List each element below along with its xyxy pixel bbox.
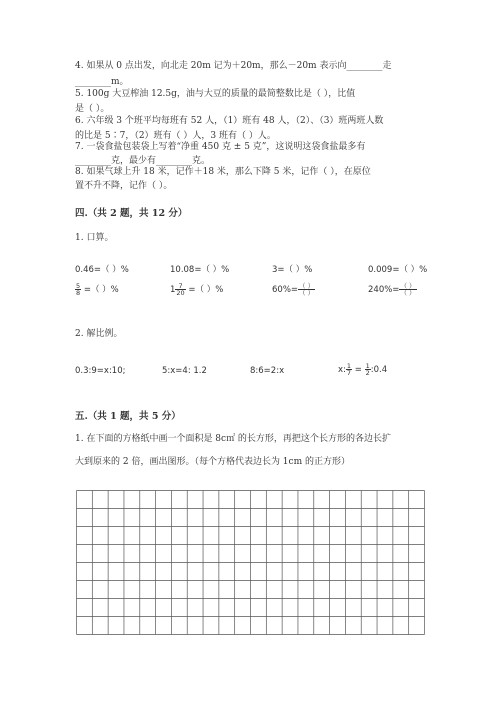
denominator: 20 xyxy=(176,289,185,297)
expr-tail: =（ ）% xyxy=(185,285,224,295)
oral-calc-3: 3=（ ）% xyxy=(272,265,313,275)
expr-head: 60%= xyxy=(272,285,299,295)
expr-head: x: xyxy=(338,365,346,375)
q6-line-1: 6. 六年级 3 个班平均每班有 52 人，（1）班有 48 人，（2）、（3）班两班人数 xyxy=(75,116,384,126)
proportion-2: 5:x=4: 1.2 xyxy=(162,366,207,376)
expr-tail: =（ ）% xyxy=(81,285,119,295)
proportion-4 xyxy=(338,363,387,376)
denominator: 8 xyxy=(76,289,81,297)
q4-line-2: ________m。 xyxy=(75,77,129,87)
denominator: （ ） xyxy=(400,289,416,297)
numerator: （ ） xyxy=(299,282,315,290)
q4-line-1: 4. 如果从 0 点出发，向北走 20m 记为＋20m，那么－20m 表示向________走 xyxy=(75,61,392,71)
whole-number: 1 xyxy=(170,285,176,295)
oral-calc-6 xyxy=(170,283,223,296)
oral-calc-title: 1. 口算。 xyxy=(75,233,114,243)
oral-calc-2: 10.08=（ ）% xyxy=(170,265,230,275)
denominator: 2 xyxy=(365,369,370,377)
oral-calc-8 xyxy=(368,283,417,296)
square-grid-paper[interactable] xyxy=(76,490,425,635)
expr-head: 240%= xyxy=(368,285,400,295)
denominator: （ ） xyxy=(299,289,315,297)
oral-calc-1: 0.46=（ ）% xyxy=(75,265,129,275)
proportion-1: 0.3:9=x:10; xyxy=(75,366,126,376)
numerator: 7 xyxy=(175,283,185,290)
oral-calc-5 xyxy=(75,283,119,296)
q8-line-2: 置不升不降，记作（ ）。 xyxy=(75,181,173,191)
fraction xyxy=(399,283,416,296)
q5-line-2: 是（ ）。 xyxy=(75,104,110,114)
q6-line-2: 的比是 5∶7，（2）班有（ ）人，3 班有（ ）人。 xyxy=(75,131,276,141)
equals-sign: = xyxy=(352,365,365,375)
s5-q1-line-1: 1. 在下面的方格纸中画一个面积是 8c㎡ 的长方形，再把这个长方形的各边长扩 xyxy=(75,434,391,444)
oral-calc-4: 0.009=（ ）% xyxy=(368,265,428,275)
fraction xyxy=(175,283,185,296)
numerator: 1 xyxy=(365,362,370,370)
fraction xyxy=(298,283,315,296)
expr-tail: :0.4 xyxy=(370,365,388,375)
section-4-heading: 四.（共 2 题，共 12 分） xyxy=(75,208,188,219)
section-5-heading: 五.（共 1 题，共 5 分） xyxy=(75,411,181,422)
numerator: （ ） xyxy=(400,282,416,290)
denominator: 7 xyxy=(346,369,352,377)
solve-proportion-title: 2. 解比例。 xyxy=(75,329,123,339)
q7-line-1: 7. 一袋食盐包装袋上写着“净重 450 克 ± 5 克”，这说明这袋食盐最多有 xyxy=(75,142,366,152)
s5-q1-line-2: 大到原来的 2 倍，画出图形。（每个方格代表边长为 1cm 的正方形） xyxy=(75,457,350,467)
q5-line-1: 5. 100g 大豆榨油 12.5g，油与大豆的质量的最简整数比是（ ），比值 xyxy=(75,89,356,99)
q8-line-1: 8. 如果气球上升 18 米，记作＋18 米，那么下降 5 米，记作（ ），在原位 xyxy=(75,167,371,177)
q7-line-2: ________克，最少有________克。 xyxy=(75,156,211,166)
numerator: 5 xyxy=(76,282,81,290)
numerator: 1 xyxy=(346,362,352,370)
oral-calc-7 xyxy=(272,283,315,296)
proportion-3: 8:6=2:x xyxy=(250,366,285,376)
